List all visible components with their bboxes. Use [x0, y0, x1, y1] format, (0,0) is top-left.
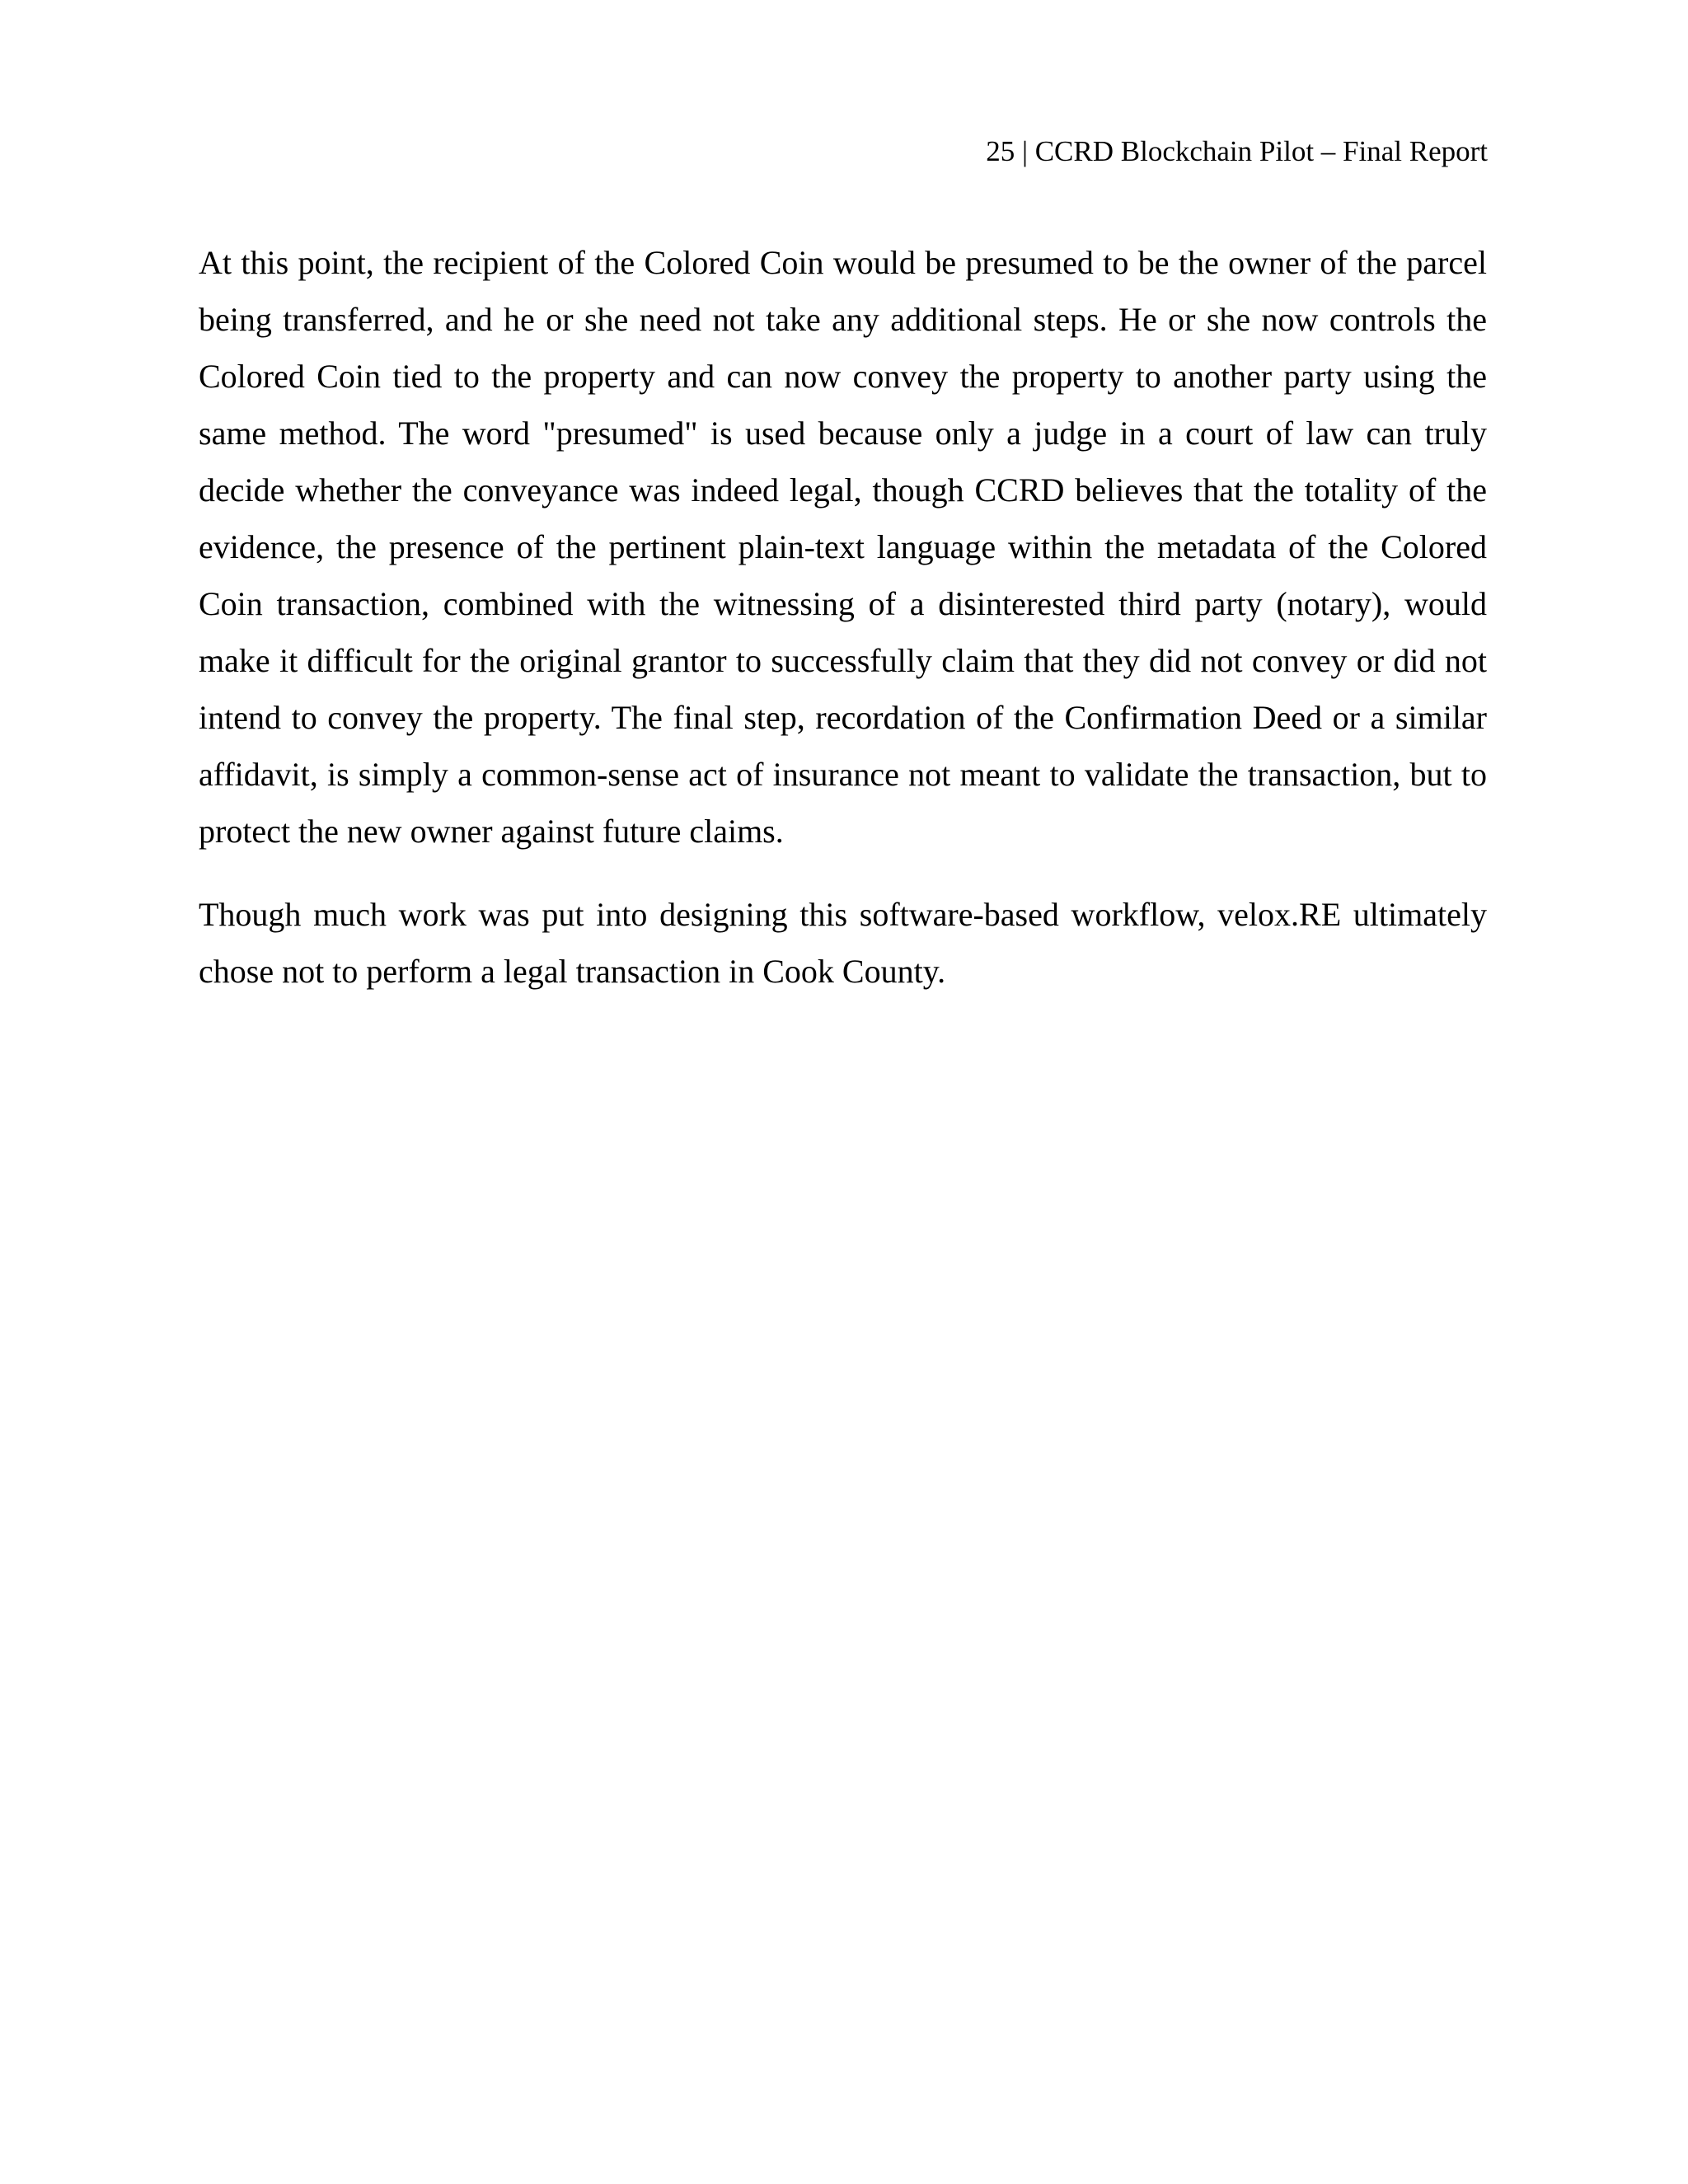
paragraph-velox-conclusion: Though much work was put into designing this software-based workflow, velox.RE ultimately chose not to perform a legal transaction in Cook County.: [199, 896, 1487, 990]
page-header: 25 | CCRD Blockchain Pilot – Final Report: [986, 135, 1488, 167]
body-text: [199, 234, 1487, 1026]
paragraph-presumed-owner: At this point, the recipient of the Colored Coin would be presumed to be the owner of the parcel being transferred, and he or she need not take any additional steps. He or she now controls the Colored Coin tied to the property and can now convey the property to another party using the same method. The word "presumed" is used because only a judge in a court of law can truly decide whether the conveyance was indeed legal, though CCRD believes that the totality of the evidence, the presence of the pertinent plain-text language within the metadata of the Colored Coin transaction, combined with the witnessing of a disinterested third party (notary), would make it difficult for the original grantor to successfully claim that they did not convey or did not intend to convey the property. The final step, recordation of the Confirmation Deed or a similar affidavit, is simply a common-sense act of insurance not meant to validate the transaction, but to protect the new owner against future claims.: [199, 244, 1487, 850]
